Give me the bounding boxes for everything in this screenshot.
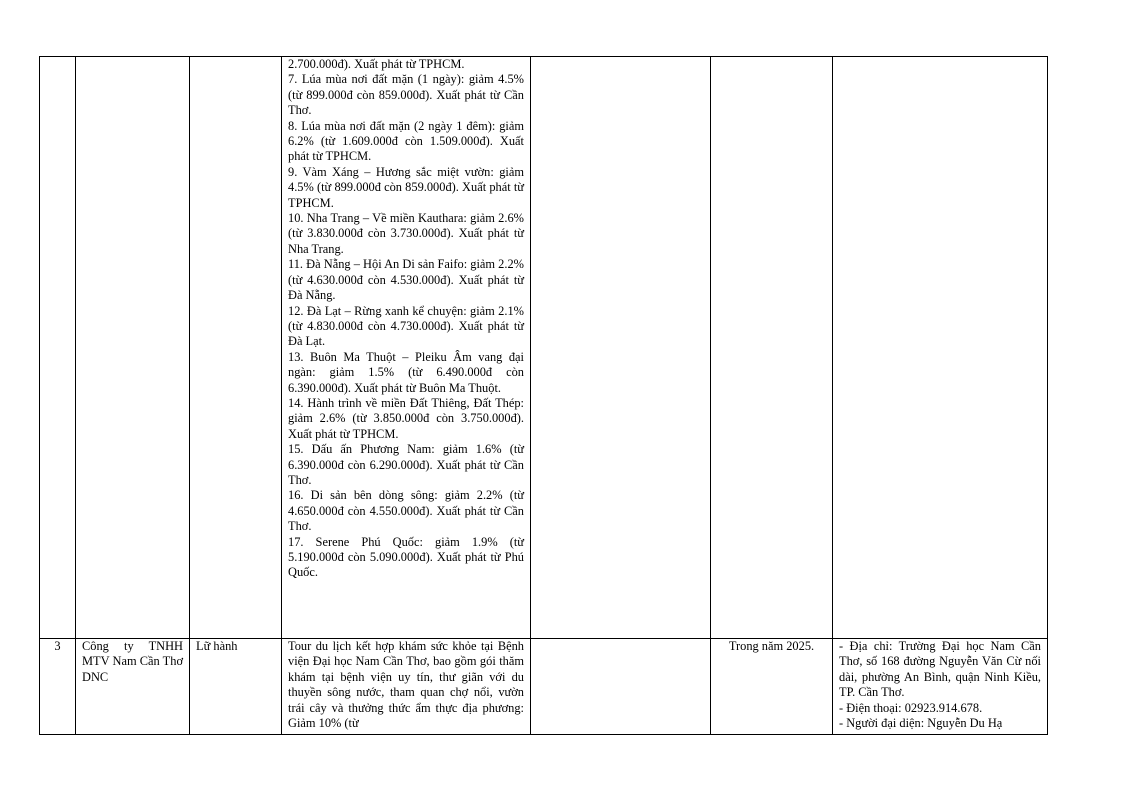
company-cell	[76, 57, 190, 639]
contact-cell	[833, 57, 1048, 639]
promotion-cell	[282, 57, 531, 639]
promo-line: 2.700.000đ). Xuất phát từ TPHCM.	[288, 57, 465, 71]
promotion-cell: Tour du lịch kết hợp khám sức khỏe tại Bệnh viện Đại học Nam Cần Thơ, bao gồm gói thăm khám tại bệnh viện uy tín, thư giãn với du thuyền sông nước, tham quan chợ nổi, vườn trái cây và thưởng thức ẩm thực địa phương: Giảm 10% (từ	[282, 639, 531, 735]
extra-cell	[531, 639, 711, 735]
contact-address: - Địa chỉ: Trường Đại học Nam Cần Thơ, số 168 đường Nguyễn Văn Cừ nối dài, phường An Bình, quận Ninh Kiều, TP. Cần Thơ.	[839, 639, 1041, 700]
promo-line: 14. Hành trình về miền Đất Thiêng, Đất Thép: giảm 2.6% (từ 3.850.000đ còn 3.750.000đ). Xuất phát từ TPHCM.	[288, 395, 524, 441]
contact-cell	[833, 639, 1048, 735]
promo-line: 17. Serene Phú Quốc: giảm 1.9% (từ 5.190.000đ còn 5.090.000đ). Xuất phát từ Phú Quốc.	[288, 534, 524, 580]
field-cell: Lữ hành	[190, 639, 282, 735]
promo-line: 8. Lúa mùa nơi đất mặn (2 ngày 1 đêm): giảm 6.2% (từ 1.609.000đ còn 1.509.000đ). Xuất phát từ TPHCM.	[288, 118, 524, 164]
contact-phone: - Điện thoại: 02923.914.678.	[839, 700, 983, 715]
table-row-3	[40, 639, 1048, 735]
field-cell	[190, 57, 282, 639]
promo-line: 13. Buôn Ma Thuột – Pleiku Âm vang đại ngàn: giảm 1.5% (từ 6.490.000đ còn 6.390.000đ). Xuất phát từ Buôn Ma Thuột.	[288, 349, 524, 395]
promo-line: 9. Vàm Xáng – Hương sắc miệt vườn: giảm 4.5% (từ 899.000đ còn 859.000đ). Xuất phát từ TPHCM.	[288, 164, 524, 210]
stt-cell: 3	[40, 639, 76, 735]
promo-line: 15. Dấu ấn Phương Nam: giảm 1.6% (từ 6.390.000đ còn 6.290.000đ). Xuất phát từ Cần Thơ.	[288, 442, 524, 487]
promotion-table	[39, 56, 1048, 735]
extra-cell	[531, 57, 711, 639]
contact-representative: - Người đại diện: Nguyễn Du Hạ	[839, 716, 1003, 731]
stt-cell	[40, 57, 76, 639]
promo-line: 7. Lúa mùa nơi đất mặn (1 ngày): giảm 4.5% (từ 899.000đ còn 859.000đ). Xuất phát từ Cần Thơ.	[288, 72, 524, 118]
promo-line: 12. Đà Lạt – Rừng xanh kể chuyện: giảm 2.1% (từ 4.830.000đ còn 4.730.000đ). Xuất phát từ Đà Lạt.	[288, 303, 524, 349]
table-row-continued	[40, 57, 1048, 639]
promo-line: 10. Nha Trang – Về miền Kauthara: giảm 2.6% (từ 3.830.000đ còn 3.730.000đ). Xuất phát từ Nha Trang.	[288, 211, 524, 256]
promo-line: 16. Di sản bên dòng sông: giảm 2.2% (từ 4.650.000đ còn 4.550.000đ). Xuất phát từ Cần Thơ.	[288, 488, 524, 534]
time-cell	[711, 57, 833, 639]
promo-line: 11. Đà Nẵng – Hội An Di sản Faifo: giảm 2.2% (từ 4.630.000đ còn 4.530.000đ). Xuất phát từ Đà Nẵng.	[288, 257, 524, 303]
time-cell: Trong năm 2025.	[711, 639, 833, 735]
company-cell: Công ty TNHH MTV Nam Cần Thơ DNC	[76, 639, 190, 735]
